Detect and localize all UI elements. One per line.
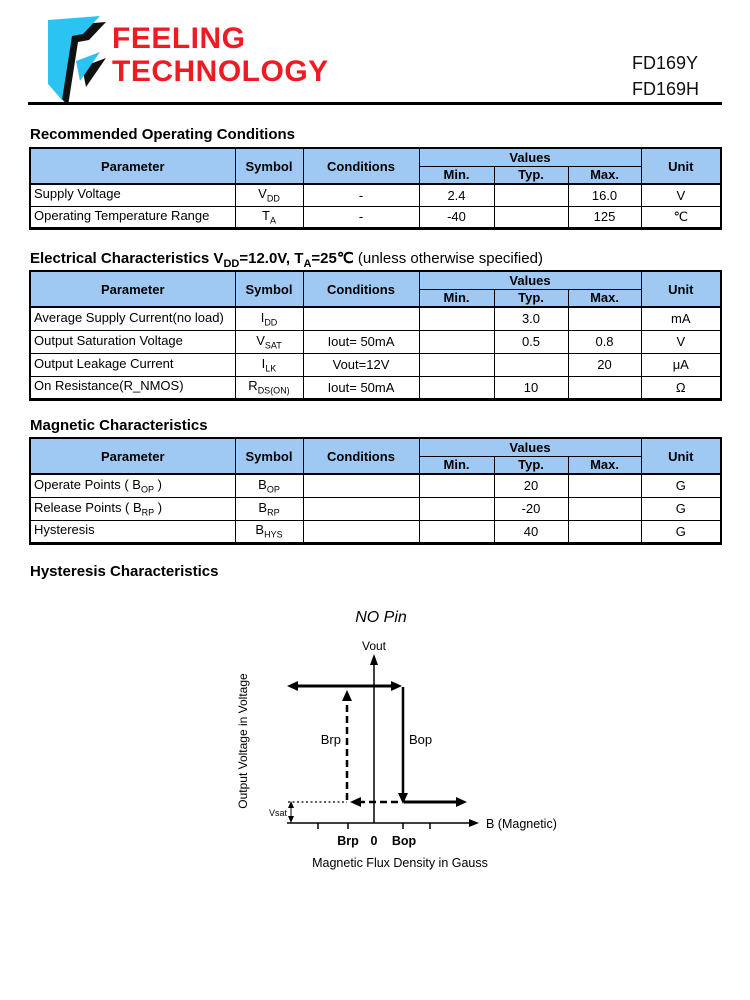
cell-parameter: Supply Voltage bbox=[30, 184, 235, 206]
cell-unit: G bbox=[641, 520, 721, 543]
x-axis-label: B (Magnetic) bbox=[486, 817, 557, 831]
col-header-min: Min. bbox=[419, 166, 494, 184]
cell-min bbox=[419, 376, 494, 399]
title-note: (unless otherwise specified) bbox=[353, 250, 543, 267]
up-arrow-icon bbox=[342, 690, 352, 701]
x-tick-label-brp: Brp bbox=[337, 834, 359, 848]
cell-min bbox=[419, 307, 494, 330]
part-number-1: FD169Y bbox=[632, 53, 699, 73]
col-header-typ: Typ. bbox=[494, 456, 568, 474]
cell-min bbox=[419, 474, 494, 497]
col-header-values: Values bbox=[419, 148, 641, 166]
magnetic-characteristics-table bbox=[29, 437, 722, 545]
cell-unit: μA bbox=[641, 353, 721, 376]
table-row bbox=[30, 330, 721, 353]
col-header-conditions: Conditions bbox=[303, 438, 419, 474]
cell-symbol: $V_{SAT}$ bbox=[235, 330, 303, 353]
col-header-parameter: Parameter bbox=[30, 438, 235, 474]
col-header-conditions: Conditions bbox=[303, 271, 419, 307]
col-header-max: Max. bbox=[568, 289, 641, 307]
left-arrow-icon bbox=[350, 797, 361, 807]
cell-typ: 40 bbox=[494, 520, 568, 543]
cell-parameter: Release Points ( $B_{RP}$ ) bbox=[30, 497, 235, 520]
cell-parameter: Operate Points ( $B_{OP}$ ) bbox=[30, 474, 235, 497]
cell-max bbox=[568, 497, 641, 520]
cell-typ: 20 bbox=[494, 474, 568, 497]
feeling-flag-logo-icon bbox=[36, 14, 118, 104]
col-header-unit: Unit bbox=[641, 148, 721, 184]
col-header-values: Values bbox=[419, 438, 641, 456]
cell-typ bbox=[494, 353, 568, 376]
table-row bbox=[30, 376, 721, 399]
col-header-max: Max. bbox=[568, 456, 641, 474]
vout-axis-label: Vout bbox=[361, 639, 387, 653]
col-header-min: Min. bbox=[419, 456, 494, 474]
cell-conditions: Iout= 50mA bbox=[303, 330, 419, 353]
cell-unit: V bbox=[641, 184, 721, 206]
table-row bbox=[30, 474, 721, 497]
table-row bbox=[30, 206, 721, 228]
col-header-typ: Typ. bbox=[494, 166, 568, 184]
cell-symbol: $T_A$ bbox=[235, 206, 303, 228]
col-header-symbol: Symbol bbox=[235, 438, 303, 474]
cell-typ bbox=[494, 206, 568, 228]
table-row bbox=[30, 353, 721, 376]
recommended-operating-conditions-table bbox=[29, 147, 722, 230]
cell-typ: 3.0 bbox=[494, 307, 568, 330]
down-arrow-icon bbox=[288, 816, 294, 823]
table-row bbox=[30, 184, 721, 206]
cell-unit: V bbox=[641, 330, 721, 353]
cell-typ bbox=[494, 184, 568, 206]
col-header-unit: Unit bbox=[641, 271, 721, 307]
col-header-conditions: Conditions bbox=[303, 148, 419, 184]
cell-parameter: On Resistance(R_NMOS) bbox=[30, 376, 235, 399]
cell-max bbox=[568, 376, 641, 399]
cell-symbol: $B_{HYS}$ bbox=[235, 520, 303, 543]
col-header-symbol: Symbol bbox=[235, 271, 303, 307]
left-arrow-icon bbox=[287, 681, 298, 691]
cell-conditions bbox=[303, 474, 419, 497]
cell-parameter: Output Leakage Current bbox=[30, 353, 235, 376]
y-axis-arrow-icon bbox=[370, 654, 378, 665]
cell-symbol: $B_{RP}$ bbox=[235, 497, 303, 520]
cell-typ: 10 bbox=[494, 376, 568, 399]
cell-max bbox=[568, 474, 641, 497]
table-row bbox=[30, 497, 721, 520]
company-name-line2: TECHNOLOGY bbox=[112, 55, 329, 88]
cell-unit: Ω bbox=[641, 376, 721, 399]
brp-inline-label: Brp bbox=[320, 732, 341, 747]
col-header-parameter: Parameter bbox=[30, 148, 235, 184]
cell-max: 125 bbox=[568, 206, 641, 228]
table-row bbox=[30, 307, 721, 330]
col-header-symbol: Symbol bbox=[235, 148, 303, 184]
cell-parameter: Hysteresis bbox=[30, 520, 235, 543]
cell-unit: mA bbox=[641, 307, 721, 330]
section-title-recommended: Recommended Operating Conditions bbox=[30, 126, 296, 143]
right-arrow-icon bbox=[456, 797, 467, 807]
cell-conditions: Iout= 50mA bbox=[303, 376, 419, 399]
figure-caption: Magnetic Flux Density in Gauss bbox=[312, 856, 488, 870]
cell-conditions bbox=[303, 497, 419, 520]
cell-conditions: - bbox=[303, 206, 419, 228]
cell-conditions bbox=[303, 307, 419, 330]
section-title-magnetic: Magnetic Characteristics bbox=[30, 417, 208, 434]
electrical-characteristics-table bbox=[29, 270, 722, 401]
section-title-hysteresis: Hysteresis Characteristics bbox=[30, 563, 219, 580]
cell-parameter: Operating Temperature Range bbox=[30, 206, 235, 228]
cell-conditions bbox=[303, 520, 419, 543]
cell-max bbox=[568, 520, 641, 543]
vsat-label: Vsat bbox=[268, 808, 287, 818]
x-tick-label-zero: 0 bbox=[370, 834, 378, 848]
down-arrow-icon bbox=[398, 793, 408, 804]
company-name-line1: FEELING bbox=[112, 22, 246, 55]
header-divider bbox=[28, 102, 722, 105]
cell-min bbox=[419, 497, 494, 520]
cell-min bbox=[419, 330, 494, 353]
cell-typ: 0.5 bbox=[494, 330, 568, 353]
company-wordmark bbox=[112, 22, 329, 88]
cell-min bbox=[419, 520, 494, 543]
cell-max bbox=[568, 307, 641, 330]
cell-unit: G bbox=[641, 474, 721, 497]
cell-conditions: - bbox=[303, 184, 419, 206]
cell-max: 16.0 bbox=[568, 184, 641, 206]
col-header-parameter: Parameter bbox=[30, 271, 235, 307]
cell-symbol: $I_{LK}$ bbox=[235, 353, 303, 376]
cell-symbol: $R_{DS(ON)}$ bbox=[235, 376, 303, 399]
y-axis-label: Output Voltage in Voltage bbox=[236, 673, 250, 809]
col-header-min: Min. bbox=[419, 289, 494, 307]
cell-conditions: Vout=12V bbox=[303, 353, 419, 376]
cell-parameter: Average Supply Current(no load) bbox=[30, 307, 235, 330]
x-tick-label-bop: Bop bbox=[391, 834, 417, 848]
col-header-typ: Typ. bbox=[494, 289, 568, 307]
cell-max: 20 bbox=[568, 353, 641, 376]
figure-title: NO Pin bbox=[355, 609, 407, 626]
bop-inline-label: Bop bbox=[409, 732, 433, 747]
cell-typ: -20 bbox=[494, 497, 568, 520]
col-header-unit: Unit bbox=[641, 438, 721, 474]
col-header-max: Max. bbox=[568, 166, 641, 184]
cell-unit: G bbox=[641, 497, 721, 520]
cell-min: 2.4 bbox=[419, 184, 494, 206]
up-arrow-icon bbox=[288, 801, 294, 808]
part-number-2: FD169H bbox=[632, 79, 700, 99]
cell-symbol: $B_{OP}$ bbox=[235, 474, 303, 497]
table-row bbox=[30, 520, 721, 543]
cell-symbol: $V_{DD}$ bbox=[235, 184, 303, 206]
cell-unit: ℃ bbox=[641, 206, 721, 228]
cell-symbol: $I_{DD}$ bbox=[235, 307, 303, 330]
col-header-values: Values bbox=[419, 271, 641, 289]
cell-max: 0.8 bbox=[568, 330, 641, 353]
cell-parameter: Output Saturation Voltage bbox=[30, 330, 235, 353]
cell-min bbox=[419, 353, 494, 376]
x-axis-arrow-icon bbox=[469, 819, 479, 827]
section-title-electrical: Electrical Characteristics $V_{DD}=12.0V$, $T_A=25℃$ (unless otherwise specified) bbox=[30, 250, 543, 270]
right-arrow-icon bbox=[391, 681, 402, 691]
part-numbers bbox=[632, 50, 699, 102]
cell-min: -40 bbox=[419, 206, 494, 228]
